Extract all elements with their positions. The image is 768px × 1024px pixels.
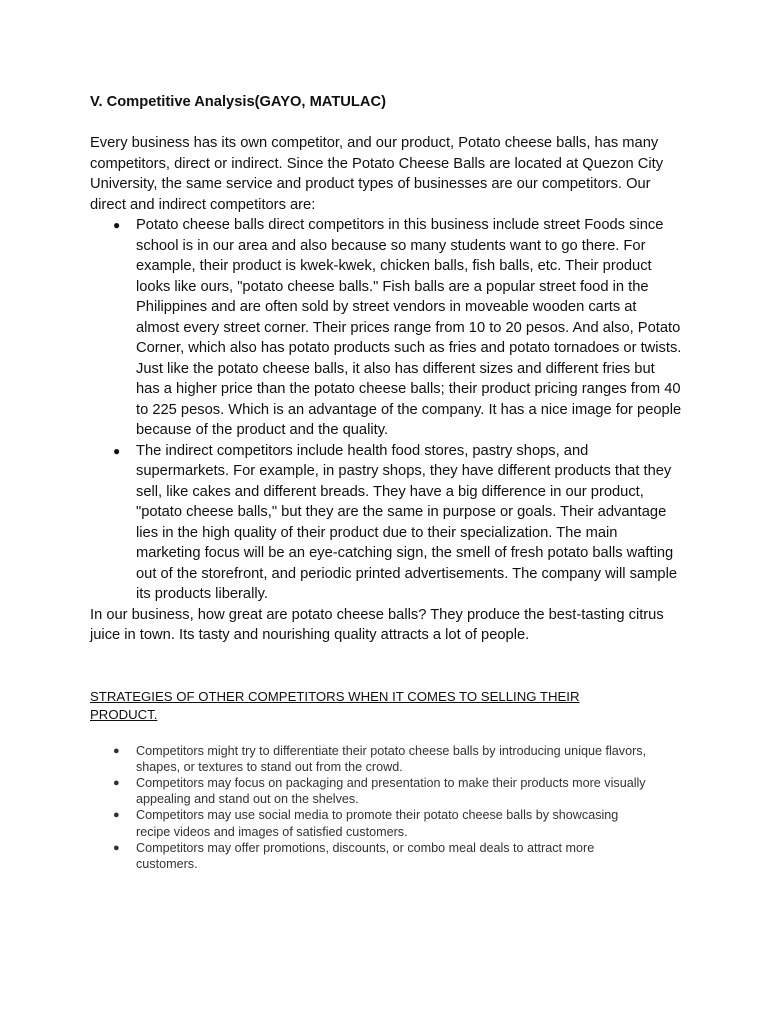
list-item	[90, 743, 656, 775]
list-item-text: The indirect competitors include health food stores, pastry shops, and supermarkets. For example, in pastry shops, they have different products that they sell, like cakes and different breads. They have a big difference in our product, "potato cheese balls," but they are the same in purpose or goals. Their advantage lies in the high quality of their product due to their specialization. The main marketing focus will be an eye-catching sign, the smell of fresh potato balls wafting out of the storefront, and periodic printed advertisements. The company will sample its products liberally.	[136, 442, 677, 602]
list-item	[90, 840, 656, 872]
closing-paragraph: In our business, how great are potato cheese balls? They produce the best-tasting citrus juice in town. Its tasty and nourishing quality attracts a lot of people.	[90, 606, 664, 643]
list-item-text: Competitors may focus on packaging and presentation to make their products more visually appealing and stand out on the shelves.	[136, 775, 646, 807]
bullet-icon: ●	[113, 443, 121, 458]
list-item	[90, 807, 656, 839]
bullet-icon: ●	[113, 744, 120, 757]
list-item	[90, 215, 682, 441]
bullet-icon: ●	[113, 841, 120, 854]
document-page	[90, 92, 682, 872]
competitors-list	[90, 215, 682, 605]
list-item-text: Potato cheese balls direct competitors in this business include street Foods since school is in our area and also because so many students want to go there. For example, their product is kwek-kwek, chicken balls, fish balls, etc. Their product looks like ours, "potato cheese balls." Fish balls are a popular street food in the Philippines and are often sold by street vendors in moveable wooden carts at almost every street corner. Their prices range from 10 to 20 pesos. And also, Potato Corner, which also has potato products such as fries and potato tornadoes or twists. Just like the potato cheese balls, it also has different sizes and different fries but has a higher price than the potato cheese balls; their product pricing ranges from 40 to 225 pesos. Which is an advantage of the company. It has a nice image for people because of the product and the quality.	[136, 217, 682, 438]
list-item-text: Competitors may offer promotions, discounts, or combo meal deals to attract more customers.	[136, 840, 595, 871]
bullet-icon: ●	[113, 218, 121, 232]
section-heading: V. Competitive Analysis(GAYO, MATULAC)	[90, 94, 386, 110]
list-item	[90, 775, 656, 807]
bullet-icon: ●	[113, 809, 120, 822]
intro-paragraph: Every business has its own competitor, and our product, Potato cheese balls, has many competitors, direct or indirect. Since the Potato Cheese Balls are located at Quezon City University, the same service and product types of businesses are our competitors. Our direct and indirect competitors are:	[90, 135, 664, 213]
strategies-list	[90, 743, 682, 873]
list-item	[90, 441, 682, 605]
list-item-text: Competitors might try to differentiate their potato cheese balls by introducing unique flavors, shapes, or textures to stand out from the crowd.	[136, 743, 647, 774]
bullet-icon: ●	[113, 776, 120, 789]
list-item-text: Competitors may use social media to promote their potato cheese balls by showcasing recipe videos and images of satisfied customers.	[136, 808, 619, 839]
strategies-title: STRATEGIES OF OTHER COMPETITORS WHEN IT COMES TO SELLING THEIR PRODUCT.	[90, 688, 580, 722]
